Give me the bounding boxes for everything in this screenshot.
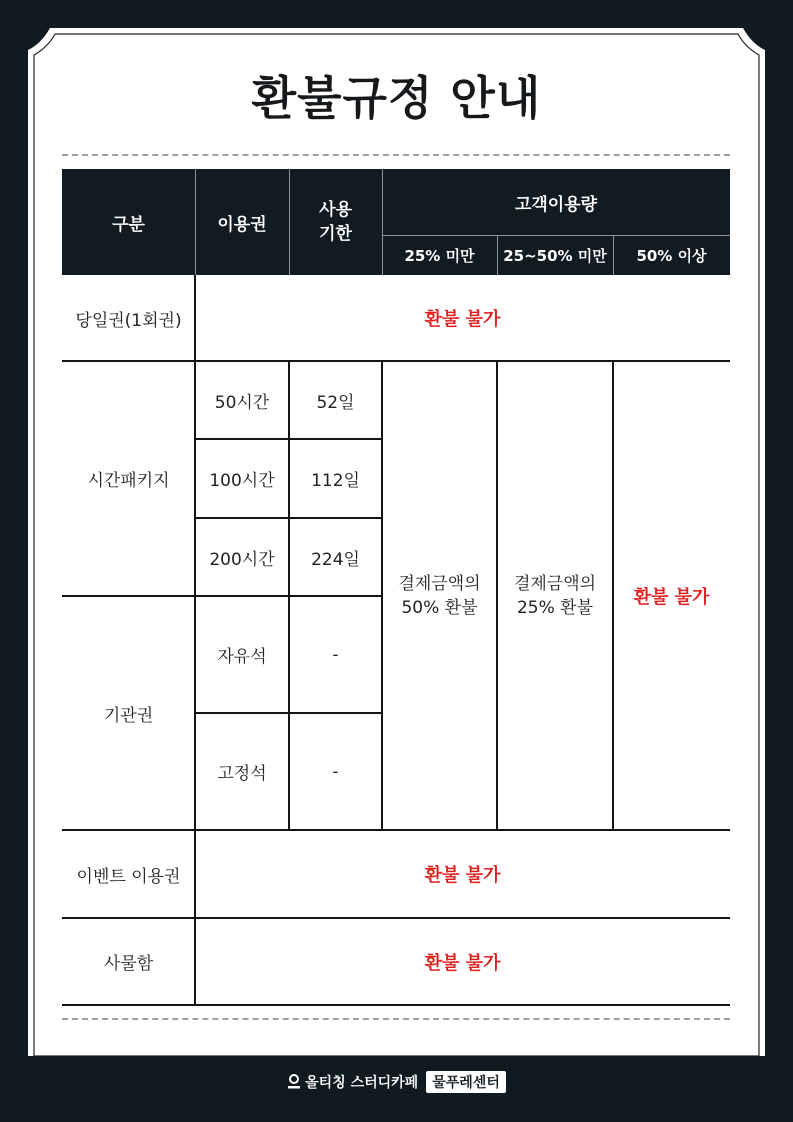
refund-over-50: 환불 불가 (633, 586, 710, 608)
bottom-dashed-divider (62, 1018, 730, 1020)
header-separator (382, 169, 383, 275)
header-usage-under-25: 25% 미만 (382, 236, 497, 275)
column-divider (381, 361, 383, 830)
top-dashed-divider (62, 154, 730, 156)
header-period: 사용 기한 (289, 169, 382, 275)
header-category: 구분 (62, 169, 195, 275)
row-divider (62, 829, 730, 831)
header-usage: 고객이용량 (382, 169, 730, 235)
row-label-time-package: 시간패키지 (87, 471, 170, 491)
header-separator (289, 169, 290, 275)
row-divider (62, 360, 730, 362)
time-package-period: 52일 (316, 392, 355, 413)
header-ticket: 이용권 (195, 169, 289, 275)
header-usage-over-50: 50% 이상 (613, 236, 730, 275)
term-pass-ticket: 자유석 (217, 647, 267, 667)
header-separator (382, 235, 730, 236)
row-label-term-pass: 기관권 (103, 705, 154, 726)
row-divider (62, 595, 382, 597)
page-title: 환불규정 안내 (251, 71, 542, 125)
term-pass-period: - (332, 761, 339, 782)
header-usage-25-50: 25~50% 미만 (497, 236, 613, 275)
row-divider (62, 1004, 730, 1006)
time-package-period: 224일 (311, 549, 360, 570)
term-pass-period: - (332, 644, 339, 665)
day-pass-policy: 환불 불가 (424, 309, 501, 330)
column-divider (288, 361, 290, 830)
locker-policy: 환불 불가 (424, 952, 501, 974)
footer-branch-badge: 물푸레센터 (426, 1071, 506, 1093)
header-separator (613, 236, 614, 275)
time-package-ticket: 200시간 (209, 549, 275, 570)
column-divider (194, 275, 196, 1006)
header-separator (195, 169, 196, 275)
refund-under-25: 결제금액의 50% 환불 (398, 573, 481, 618)
time-package-ticket: 50시간 (214, 392, 270, 413)
time-package-period: 112일 (311, 471, 360, 491)
column-divider (612, 361, 614, 830)
event-pass-policy: 환불 불가 (424, 865, 501, 886)
row-divider (62, 917, 730, 919)
location-pin-icon (287, 1074, 301, 1090)
row-label-day-pass: 당일권(1회권) (75, 310, 182, 331)
row-label-event-pass: 이벤트 이용권 (76, 866, 181, 887)
footer-brand: 올티칭 스터디카페 (305, 1075, 419, 1091)
row-label-locker: 사물함 (103, 954, 154, 974)
header-separator (497, 236, 498, 275)
footer (0, 1068, 793, 1096)
refund-25-to-50: 결제금액의 25% 환불 (513, 573, 597, 618)
time-package-ticket: 100시간 (209, 471, 275, 491)
column-divider (496, 361, 498, 830)
term-pass-ticket: 고정석 (217, 764, 267, 784)
